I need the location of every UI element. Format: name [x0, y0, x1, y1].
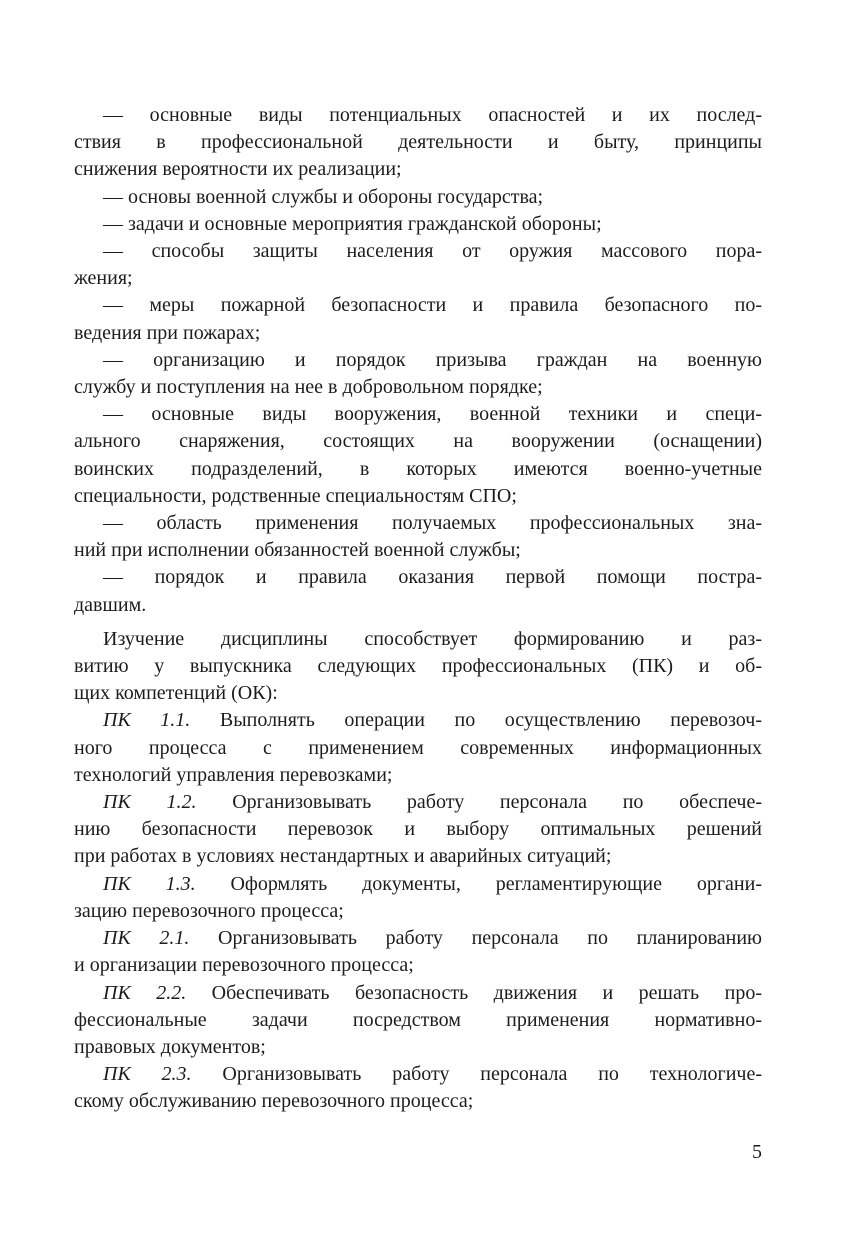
text-segment: Обеспечивать безопасность движения и решать про-: [186, 981, 762, 1004]
text-segment: Изучение дисциплины способствует формированию и раз-: [103, 627, 762, 650]
text-segment: нию безопасности перевозок и выбору оптимальных решений: [74, 818, 762, 841]
text-segment: ального снаряжения, состоящих на вооружении (оснащении): [74, 430, 762, 453]
text-segment: — основные виды вооружения, военной техники и специ-: [103, 403, 762, 426]
text-segment: зацию перевозочного процесса;: [74, 899, 344, 922]
competency-code: ПК 1.3.: [103, 872, 196, 895]
text-segment: — задачи и основные мероприятия гражданской обороны;: [103, 212, 602, 235]
text-line: [74, 626, 762, 653]
text-line: [74, 401, 762, 428]
text-line: [74, 789, 762, 816]
text-line: [74, 925, 762, 952]
text-line: [74, 680, 762, 707]
competency-code: ПК 2.2.: [103, 981, 187, 1004]
text-segment: ного процесса с применением современных информационных: [74, 736, 762, 759]
text-line: [74, 374, 762, 401]
paragraph: [74, 184, 762, 211]
text-segment: снижения вероятности их реализации;: [74, 158, 402, 181]
text-line: [74, 347, 762, 374]
text-line: [74, 1007, 762, 1034]
text-segment: ний при исполнении обязанностей военной службы;: [74, 539, 521, 562]
text-segment: давшим.: [74, 593, 147, 616]
text-line: [74, 211, 762, 238]
text-line: [74, 265, 762, 292]
text-line: [74, 816, 762, 843]
text-line: [74, 898, 762, 925]
text-segment: и организации перевозочного процесса;: [74, 954, 414, 977]
text-segment: правовых документов;: [74, 1035, 266, 1058]
text-segment: — меры пожарной безопасности и правила безопасного по-: [103, 294, 762, 317]
text-line: [74, 735, 762, 762]
paragraph: [74, 292, 762, 346]
text-segment: Организовывать работу персонала по технологиче-: [191, 1063, 762, 1086]
text-line: [74, 428, 762, 455]
text-segment: — область применения получаемых профессиональных зна-: [103, 512, 762, 535]
text-segment: — способы защиты населения от оружия массового пора-: [103, 240, 762, 263]
paragraph: [74, 707, 762, 789]
text-line: [74, 707, 762, 734]
text-segment: воинских подразделений, в которых имеются военно-учетные: [74, 457, 762, 480]
text-segment: Оформлять документы, регламентирующие органи-: [195, 872, 762, 895]
text-line: [74, 156, 762, 183]
text-segment: — основы военной службы и обороны государства;: [103, 185, 544, 208]
competency-code: ПК 1.1.: [103, 709, 191, 732]
competency-code: ПК 1.2.: [103, 791, 197, 814]
text-segment: специальности, родственные специальностям СПО;: [74, 484, 517, 507]
text-segment: Выполнять операции по осуществлению перевозоч-: [190, 709, 762, 732]
text-line: [74, 483, 762, 510]
text-segment: фессиональные задачи посредством применения нормативно-: [74, 1008, 762, 1031]
text-line: [74, 238, 762, 265]
text-line: [74, 1088, 762, 1115]
text-line: [74, 510, 762, 537]
text-line: [74, 564, 762, 591]
text-segment: скому обслуживанию перевозочного процесса;: [74, 1090, 474, 1113]
competency-code: ПК 2.1.: [103, 927, 190, 950]
text-segment: — организацию и порядок призыва граждан на военную: [103, 348, 762, 371]
text-line: [74, 762, 762, 789]
text-segment: — порядок и правила оказания первой помощи постра-: [103, 566, 762, 589]
paragraph: [74, 564, 762, 618]
text-segment: Организовывать работу персонала по планированию: [189, 927, 762, 950]
paragraph: [74, 789, 762, 871]
paragraph: [74, 871, 762, 925]
text-line: [74, 292, 762, 319]
page-text: [74, 102, 762, 1116]
page-number: 5: [752, 1141, 762, 1163]
paragraph: [74, 347, 762, 401]
competency-code: ПК 2.3.: [103, 1063, 192, 1086]
text-line: [74, 1034, 762, 1061]
text-line: [74, 184, 762, 211]
text-line: [74, 871, 762, 898]
paragraph: [74, 211, 762, 238]
text-segment: жения;: [74, 267, 133, 290]
text-line: [74, 843, 762, 870]
text-segment: щих компетенций (ОК):: [74, 682, 278, 705]
text-segment: витию у выпускника следующих профессиональных (ПК) и об-: [74, 655, 762, 678]
paragraph: [74, 102, 762, 184]
text-segment: ведения при пожарах;: [74, 321, 261, 344]
text-segment: технологий управления перевозками;: [74, 763, 393, 786]
text-line: [74, 952, 762, 979]
text-segment: при работах в условиях нестандартных и аварийных ситуаций;: [74, 845, 612, 868]
text-line: [74, 537, 762, 564]
text-line: [74, 653, 762, 680]
paragraph: [74, 401, 762, 510]
paragraph: [74, 980, 762, 1062]
paragraph: [74, 626, 762, 708]
paragraph: [74, 510, 762, 564]
paragraph: [74, 238, 762, 292]
text-segment: ствия в профессиональной деятельности и быту, принципы: [74, 131, 762, 154]
paragraph: [74, 925, 762, 979]
text-line: [74, 320, 762, 347]
text-line: [74, 980, 762, 1007]
text-segment: Организовывать работу персонала по обеспече-: [196, 791, 763, 814]
paragraph: [74, 1061, 762, 1115]
text-line: [74, 129, 762, 156]
text-line: [74, 102, 762, 129]
text-line: [74, 456, 762, 483]
text-line: [74, 1061, 762, 1088]
text-segment: — основные виды потенциальных опасностей и их послед-: [103, 104, 762, 126]
text-line: [74, 592, 762, 619]
text-segment: службу и поступления на нее в добровольном порядке;: [74, 376, 543, 399]
